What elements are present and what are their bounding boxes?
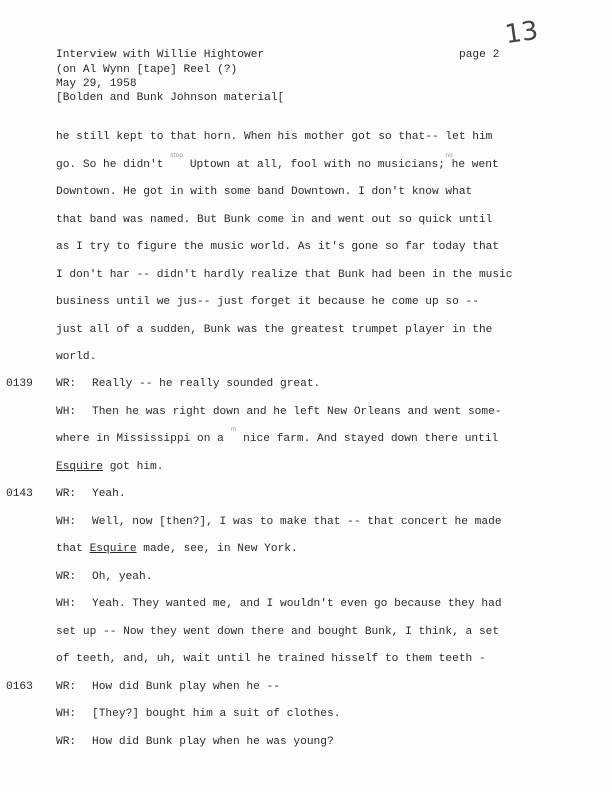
handwritten-page-number: 13 xyxy=(503,15,541,51)
speech-text: [They?] bought him a suit of clothes. xyxy=(92,708,341,720)
body-line: Downtown. He got in with some band Downtown. I don't know what xyxy=(56,186,473,198)
body-line: just all of a sudden, Bunk was the greatest trumpet player in the xyxy=(56,324,493,336)
speech-text: Then he was right down and he left New Orleans and went some- xyxy=(92,406,502,418)
speech-segment: got him. xyxy=(103,461,164,473)
speech-continuation xyxy=(56,543,298,555)
tape-counter: 0163 xyxy=(6,681,33,693)
speech-text: How did Bunk play when he was young? xyxy=(92,736,334,748)
speaker-label: WR: xyxy=(56,736,77,748)
header-interview-title: Interview with Willie Hightower xyxy=(56,49,265,61)
speech-text: Well, now [then?], I was to make that -- that concert he made xyxy=(92,516,502,528)
speaker-label: WR: xyxy=(56,571,77,583)
body-line-segment: go. So he didn't xyxy=(56,159,164,171)
speech-segment: where in Mississippi on a xyxy=(56,433,224,445)
body-line: he still kept to that horn. When his mother got so that-- let him xyxy=(56,131,493,143)
speech-segment: made, see, in New York. xyxy=(136,543,298,555)
header-tape-info: (on Al Wynn [tape] Reel (?) xyxy=(56,64,238,76)
body-line: I don't har -- didn't hardly realize that Bunk had been in the music xyxy=(56,269,513,281)
speech-segment: nice farm. And stayed down there until xyxy=(243,433,499,445)
annotation-no: no xyxy=(445,152,453,159)
body-line: world. xyxy=(56,351,97,363)
page-number: page 2 xyxy=(459,49,500,61)
speech-text: How did Bunk play when he -- xyxy=(92,681,280,693)
header-date: May 29, 1958 xyxy=(56,78,137,90)
speech-continuation xyxy=(56,461,163,473)
annotation-m: m xyxy=(230,426,237,433)
body-line: as I try to figure the music world. As it's gone so far today that xyxy=(56,241,500,253)
magazine-title: Esquire xyxy=(56,461,103,473)
body-line: that band was named. But Bunk come in and went out so quick until xyxy=(56,214,493,226)
body-line-segment: Uptown at all, fool with no musicians; he went xyxy=(189,159,499,171)
speaker-label: WR: xyxy=(56,681,77,693)
speech-continuation: of teeth, and, uh, wait until he trained hisself to them teeth - xyxy=(56,653,486,665)
speech-text: Really -- he really sounded great. xyxy=(92,378,321,390)
speaker-label: WH: xyxy=(56,598,77,610)
speech-text: Yeah. xyxy=(92,488,126,500)
speaker-label: WH: xyxy=(56,708,77,720)
speech-continuation xyxy=(56,426,499,445)
body-line xyxy=(56,152,513,171)
tape-counter: 0139 xyxy=(6,378,33,390)
body-line: business until we jus-- just forget it because he come up so -- xyxy=(56,296,479,308)
header-subject: [Bolden and Bunk Johnson material[ xyxy=(56,92,285,104)
annotation-stop: stop xyxy=(170,152,184,159)
magazine-title: Esquire xyxy=(89,543,137,555)
speech-segment: that xyxy=(56,543,90,555)
tape-counter: 0143 xyxy=(6,488,33,500)
speaker-label: WR: xyxy=(56,488,77,500)
speech-text: Oh, yeah. xyxy=(92,571,153,583)
speaker-label: WR: xyxy=(56,378,77,390)
speaker-label: WH: xyxy=(56,516,77,528)
speaker-label: WH: xyxy=(56,406,77,418)
speech-continuation: set up -- Now they went down there and bought Bunk, I think, a set xyxy=(56,626,500,638)
speech-text: Yeah. They wanted me, and I wouldn't even go because they had xyxy=(92,598,502,610)
